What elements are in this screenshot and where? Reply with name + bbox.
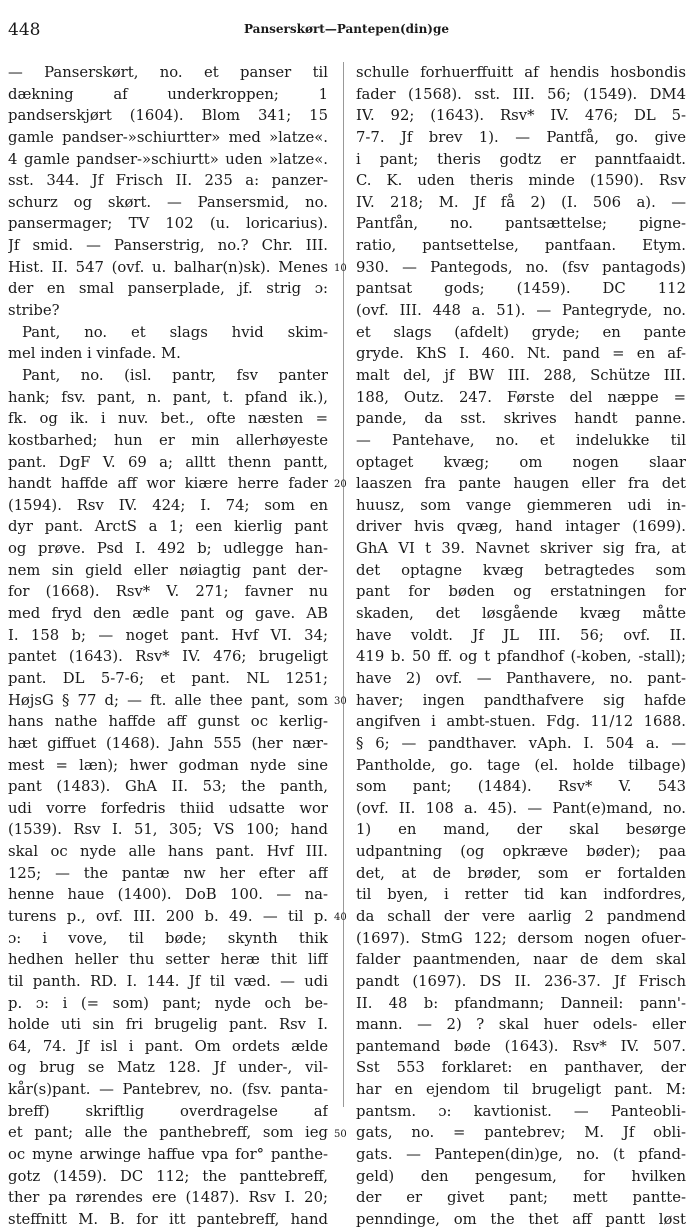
text-line: udi vorre forfedris thiid udsatte wor	[8, 799, 328, 817]
text-line: pant. DgF V. 69 a; alltt thenn pantt,	[8, 453, 328, 471]
text-line: penndinge, om the thet aff pantt løst	[356, 1210, 686, 1228]
text-line: C. K. uden theris minde (1590). Rsv	[356, 172, 686, 190]
column-divider	[343, 62, 344, 1107]
text-line: fader (1568). sst. III. 56; (1549). DM4	[356, 85, 686, 103]
text-line: 930. — Pantegods, no. (fsv pantagods)	[356, 258, 686, 276]
text-line: hedhen heller thu setter heræ thit liff	[8, 951, 328, 969]
text-line: pantet (1643). Rsv* IV. 476; brugeligt	[8, 648, 328, 666]
text-line: driver hvis qvæg, hand intager (1699).	[356, 518, 686, 536]
text-line: Jf smid. — Panserstrig, no.? Chr. III.	[8, 237, 328, 255]
text-line: gats, no. = pantebrev; M. Jf obli-	[356, 1124, 686, 1142]
text-line: falder paantmenden, naar de dem skal	[356, 951, 686, 969]
line-number: 40	[334, 912, 347, 924]
text-line: til panth. RD. I. 144. Jf til væd. — udi	[8, 972, 328, 990]
text-line: pant. DL 5-7-6; et pant. NL 1251;	[8, 669, 328, 687]
text-line: GhA VI t 39. Navnet skriver sig fra, at	[356, 540, 686, 558]
text-line: pansermager; TV 102 (u. loricarius).	[8, 215, 328, 233]
text-line: II. 48 b: pfandmann; Danneil: pann'-	[356, 994, 686, 1012]
text-line: udpantning (og opkræve bøder); paa	[356, 843, 686, 861]
text-line: (ovf. II. 108 a. 45). — Pant(e)mand, no.	[356, 799, 686, 817]
text-line: ɔ: i vove, til bøde; skynth thik	[8, 929, 328, 947]
text-line: og prøve. Psd I. 492 b; udlegge han-	[8, 540, 328, 558]
text-line: Sst 553 forklaret: en panthaver, der	[356, 1059, 686, 1077]
text-line: 7-7. Jf brev 1). — Pantfå, go. give	[356, 128, 686, 146]
text-line: henne haue (1400). DoB 100. — na-	[8, 886, 328, 904]
text-line: 125; — the pantæ nw her efter aff	[8, 864, 328, 882]
text-line: som pant; (1484). Rsv* V. 543	[356, 778, 686, 796]
text-line: HøjsG § 77 d; — ft. alle thee pant, som	[8, 691, 328, 709]
text-line: hæt giffuet (1468). Jahn 555 (her nær-	[8, 734, 328, 752]
text-line: (1594). Rsv IV. 424; I. 74; som en	[8, 496, 328, 514]
text-line: dyr pant. ArctS a 1; een kierlig pant	[8, 518, 328, 536]
left-column	[8, 62, 328, 1231]
text-line: dækning af underkroppen; 1	[8, 85, 328, 103]
text-line: der en smal panserplade, jf. strig ɔ:	[8, 280, 328, 298]
text-line: fk. og ik. i nuv. bet., ofte næsten =	[8, 410, 328, 428]
text-line: skaden, det løsgående kvæg måtte	[356, 605, 686, 623]
text-line: IV. 92; (1643). Rsv* IV. 476; DL 5-	[356, 107, 686, 125]
text-line: gotz (1459). DC 112; the panttebreff,	[8, 1167, 328, 1185]
text-line: nem sin gield eller nøiagtig pant der-	[8, 561, 328, 579]
text-line: geld) den pengesum, for hvilken	[356, 1167, 686, 1185]
text-line: i pant; theris godtz er panntfaaidt.	[356, 150, 686, 168]
text-line: malt del, jf BW III. 288, Schütze III.	[356, 366, 686, 384]
text-line: med fryd den ædle pant og gave. AB	[8, 605, 328, 623]
text-line: steffnitt M. B. for itt pantebreff, hand	[8, 1210, 328, 1228]
text-line: (1697). StmG 122; dersom nogen ofuer-	[356, 929, 686, 947]
text-line: (1539). Rsv I. 51, 305; VS 100; hand	[8, 821, 328, 839]
text-line: et slags (afdelt) gryde; en pante	[356, 323, 686, 341]
line-number: 10	[334, 262, 347, 274]
line-number: 30	[334, 695, 347, 707]
text-line: ratio, pantsettelse, pantfaan. Etym.	[356, 237, 686, 255]
text-line: pantsm. ɔ: kavtionist. — Panteobli-	[356, 1102, 686, 1120]
text-line: ther pa rørendes ere (1487). Rsv I. 20;	[8, 1189, 328, 1207]
text-line: sst. 344. Jf Frisch II. 235 a: panzer-	[8, 172, 328, 190]
text-line: Pant, no. et slags hvid skim-	[22, 323, 328, 341]
page-number: 448	[8, 20, 41, 40]
text-line: have voldt. Jf JL III. 56; ovf. II.	[356, 626, 686, 644]
text-line: Hist. II. 547 (ovf. u. balhar(n)sk). Menes	[8, 258, 328, 276]
text-line: da schall der vere aarlig 2 pandmend	[356, 907, 686, 925]
text-line: 4 gamle pandser-»schiurtt» uden »latze«.	[8, 150, 328, 168]
text-line: 1) en mand, der skal besørge	[356, 821, 686, 839]
text-line: pant (1483). GhA II. 53; the panth,	[8, 778, 328, 796]
text-line: gamle pandser-»schiurtter» med »latze«.	[8, 128, 328, 146]
text-line: 64, 74. Jf isl i pant. Om ordets ælde	[8, 1037, 328, 1055]
text-line: pandserskjørt (1604). Blom 341; 15	[8, 107, 328, 125]
text-line: Pantfån, no. pantsættelse; pigne-	[356, 215, 686, 233]
text-line: gats. — Pantepen(din)ge, no. (t pfand-	[356, 1146, 686, 1164]
text-line: IV. 218; M. Jf få 2) (I. 506 a). —	[356, 193, 686, 211]
text-line: turens p., ovf. III. 200 b. 49. — til p.	[8, 907, 328, 925]
text-line: skal oc nyde alle hans pant. Hvf III.	[8, 843, 328, 861]
text-line: — Panserskørt, no. et panser til	[8, 64, 328, 81]
text-line: pantsat gods; (1459). DC 112	[356, 280, 686, 298]
text-line: og brug se Matz 128. Jf under-, vil-	[8, 1059, 328, 1077]
text-line: huusz, som vange giemmeren udi in-	[356, 496, 686, 514]
text-line: hank; fsv. pant, n. pant, t. pfand ik.),	[8, 388, 328, 406]
text-line: pantemand bøde (1643). Rsv* IV. 507.	[356, 1037, 686, 1055]
text-line: breff) skriftlig overdragelse af	[8, 1102, 328, 1120]
text-line: pandt (1697). DS II. 236-37. Jf Frisch	[356, 972, 686, 990]
text-line: mel inden i vinfade. M.	[8, 345, 181, 363]
text-line: pande, da sst. skrives handt panne.	[356, 410, 686, 428]
text-line: et pant; alle the panthebreff, som ieg	[8, 1124, 328, 1142]
text-line: I. 158 b; — noget pant. Hvf VI. 34;	[8, 626, 328, 644]
text-line: det optagne kvæg betragtedes som	[356, 561, 686, 579]
text-line: kostbarhed; hun er min allerhøyeste	[8, 431, 328, 449]
right-column	[356, 62, 686, 1231]
text-line: handt haffde aff wor kiære herre fader	[8, 475, 328, 493]
text-line: 188, Outz. 247. Første del næppe =	[356, 388, 686, 406]
text-line: har en ejendom til brugeligt pant. M:	[356, 1081, 686, 1099]
text-line: § 6; — pandthaver. vAph. I. 504 a. —	[356, 734, 686, 752]
text-line: p. ɔ: i (= som) pant; nyde och be-	[8, 994, 328, 1012]
text-line: for (1668). Rsv* V. 271; favner nu	[8, 583, 328, 601]
line-number: 50	[334, 1128, 347, 1140]
text-line: — Pantehave, no. et indelukke til	[356, 431, 686, 449]
text-line: kår(s)pant. — Pantebrev, no. (fsv. panta-	[8, 1081, 328, 1099]
text-line: 419 b. 50 ff. og t pfandhof (-koben, -stall);	[356, 648, 686, 666]
text-line: schulle forhuerffuitt af hendis hosbondis	[356, 64, 686, 81]
text-line: hans nathe haffde aff gunst oc kerlig-	[8, 713, 328, 731]
text-line: der er givet pant; mett pantte-	[356, 1189, 686, 1207]
text-line: til byen, i retter tid kan indfordres,	[356, 886, 686, 904]
text-line: mann. — 2) ? skal huer odels- eller	[356, 1016, 686, 1034]
text-line: oc myne arwinge haffue vpa for° panthe-	[8, 1146, 328, 1164]
running-head: Panserskørt—Pantepen(din)ge	[243, 22, 450, 36]
text-line: angifven i ambt-stuen. Fdg. 11/12 1688.	[356, 713, 686, 731]
text-line: have 2) ovf. — Panthavere, no. pant-	[356, 669, 686, 687]
text-line: Pantholde, go. tage (el. holde tilbage)	[356, 756, 686, 774]
text-line: det, at de brøder, som er fortalden	[356, 864, 686, 882]
text-line: schurz og skørt. — Pansersmid, no.	[8, 193, 328, 211]
text-line: Pant, no. (isl. pantr, fsv panter	[22, 366, 328, 384]
page-header	[8, 20, 685, 44]
text-line: optaget kvæg; om nogen slaar	[356, 453, 686, 471]
text-line: stribe?	[8, 302, 60, 320]
text-line: gryde. KhS I. 460. Nt. pand = en af-	[356, 345, 686, 363]
text-line: haver; ingen pandthafvere sig hafde	[356, 691, 686, 709]
text-line: pant for bøden og erstatningen for	[356, 583, 686, 601]
text-line: (ovf. III. 448 a. 51). — Pantegryde, no.	[356, 302, 686, 320]
text-line: laaszen fra pante haugen eller fra det	[356, 475, 686, 493]
text-line: mest = læn); hwer godman nyde sine	[8, 756, 328, 774]
line-number: 20	[334, 479, 347, 491]
text-line: holde uti sin fri brugelig pant. Rsv I.	[8, 1016, 328, 1034]
